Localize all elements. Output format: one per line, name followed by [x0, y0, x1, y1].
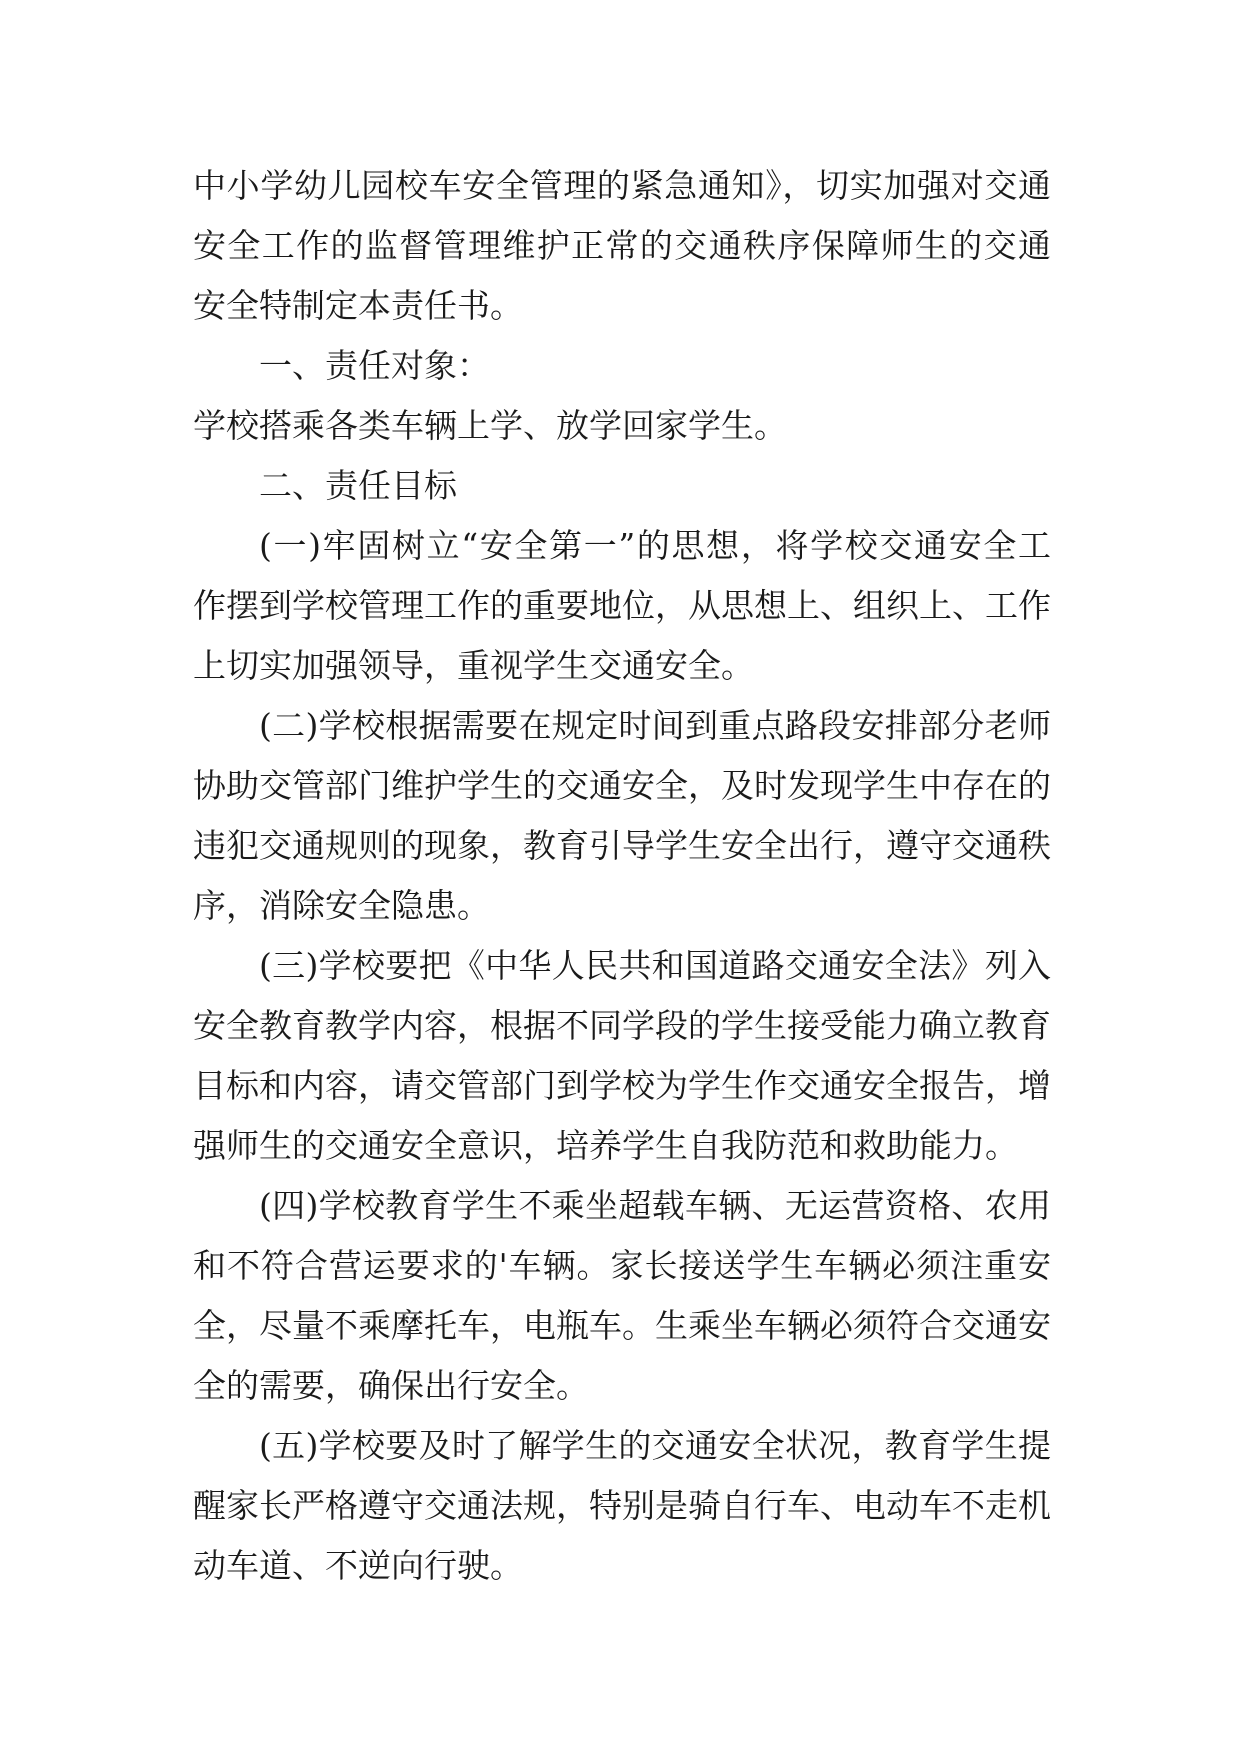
paragraph-line: 动车道、不逆向行驶。 — [193, 1546, 523, 1585]
paragraph-line: (四)学校教育学生不乘坐超载车辆、无运营资格、农用 — [259, 1186, 1051, 1225]
paragraph-line: 醒家长严格遵守交通法规，特别是骑自行车、电动车不走机 — [193, 1486, 1051, 1525]
paragraph-line: 学校搭乘各类车辆上学、放学回家学生。 — [193, 406, 787, 445]
paragraph-line: 全，尽量不乘摩托车，电瓶车。生乘坐车辆必须符合交通安 — [193, 1306, 1051, 1345]
paragraph-line: 序，消除安全隐患。 — [193, 886, 490, 925]
paragraph-line: 和不符合营运要求的'车辆。家长接送学生车辆必须注重安 — [193, 1246, 1051, 1285]
paragraph-line: 上切实加强领导，重视学生交通安全。 — [193, 646, 754, 685]
paragraph-line: 强师生的交通安全意识，培养学生自我防范和救助能力。 — [193, 1126, 1018, 1165]
paragraph-line: (一)牢固树立“安全第一”的思想，将学校交通安全工 — [259, 526, 1051, 565]
paragraph-line: (三)学校要把《中华人民共和国道路交通安全法》列入 — [259, 946, 1051, 985]
section-heading: 二、责任目标 — [259, 466, 457, 505]
paragraph-line: 目标和内容，请交管部门到学校为学生作交通安全报告，增 — [193, 1066, 1051, 1105]
paragraph-line: 全的需要，确保出行安全。 — [193, 1366, 589, 1405]
paragraph-line: (二)学校根据需要在规定时间到重点路段安排部分老师 — [259, 706, 1051, 745]
paragraph-line: 作摆到学校管理工作的重要地位，从思想上、组织上、工作 — [193, 586, 1051, 625]
paragraph-line: 安全教育教学内容，根据不同学段的学生接受能力确立教育 — [193, 1006, 1051, 1045]
paragraph-line: 安全特制定本责任书。 — [193, 286, 523, 325]
paragraph-line: (五)学校要及时了解学生的交通安全状况，教育学生提 — [259, 1426, 1051, 1465]
paragraph-line: 协助交管部门维护学生的交通安全，及时发现学生中存在的 — [193, 766, 1051, 805]
section-heading: 一、责任对象： — [259, 346, 490, 385]
paragraph-line: 中小学幼儿园校车安全管理的紧急通知》，切实加强对交通 — [193, 166, 1051, 205]
paragraph-line: 安全工作的监督管理维护正常的交通秩序保障师生的交通 — [193, 226, 1051, 265]
paragraph-line: 违犯交通规则的现象，教育引导学生安全出行，遵守交通秩 — [193, 826, 1051, 865]
